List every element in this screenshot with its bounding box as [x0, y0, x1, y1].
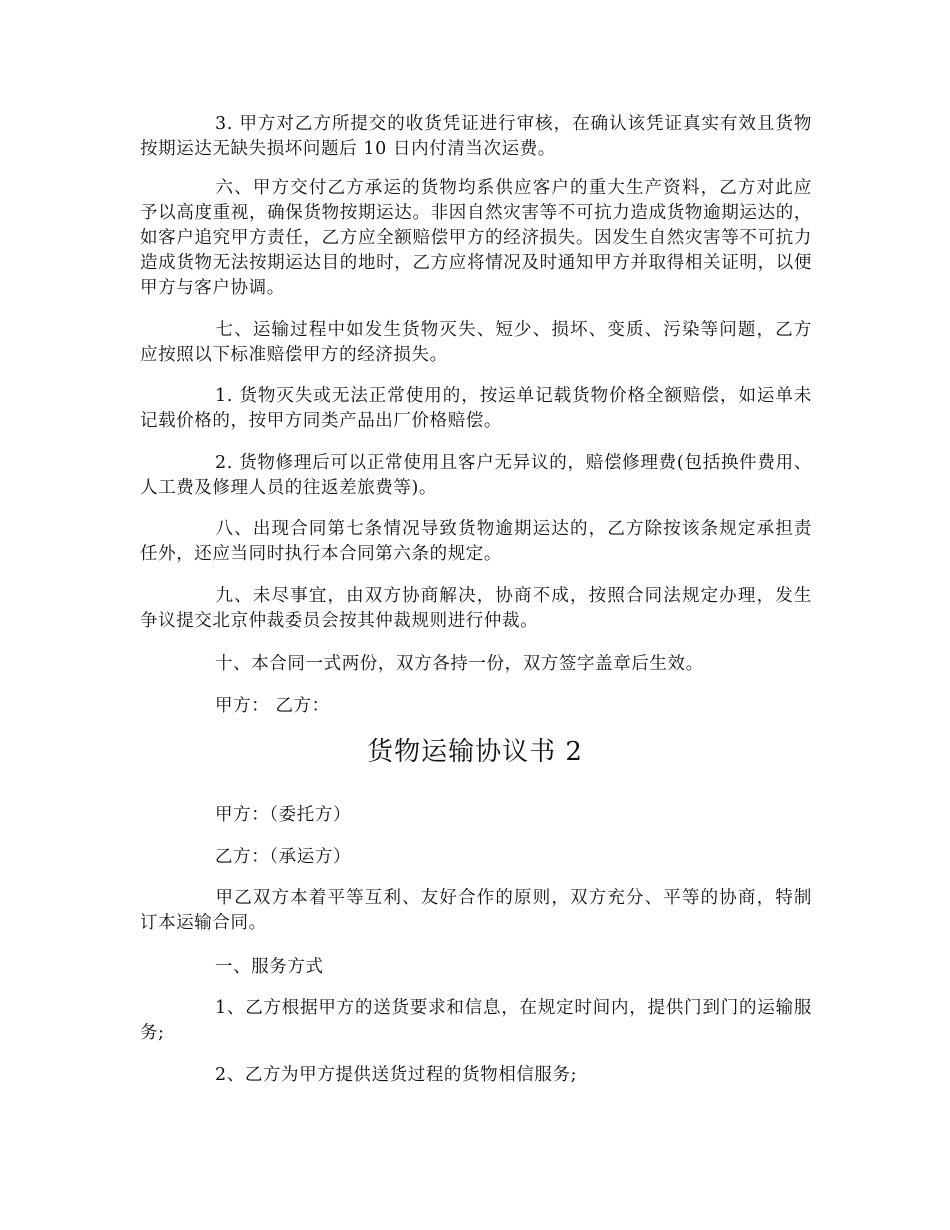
- paragraph-text: 甲方：（委托方）: [215, 805, 352, 825]
- party-a-line: [140, 803, 812, 828]
- party-b-line: [140, 845, 812, 870]
- paragraph-service-item-2: [140, 1063, 812, 1088]
- paragraph-text: 2. 货物修理后可以正常使用且客户无异议的，赔偿修理费(包括换件费用、人工费及修理人员的往返差旅费等)。: [140, 453, 812, 498]
- paragraph-article-7-item-1: [140, 384, 812, 434]
- paragraph-text: 一、服务方式: [215, 957, 324, 977]
- paragraph-text: 2、乙方为甲方提供送货过程的货物相信服务;: [215, 1065, 578, 1085]
- paragraph-article-6: [140, 176, 812, 301]
- section-heading-service: [140, 955, 812, 980]
- paragraph-text: 六、甲方交付乙方承运的货物均系供应客户的重大生产资料，乙方对此应予以高度重视，确保货物按期运达。非因自然灾害等不可抗力造成货物逾期运达的，如客户追究甲方责任，乙方应全额赔偿甲方的经济损失。因发生自然灾害等不可抗力造成货物无法按期运达目的地时，乙方应将情况及时通知甲方并取得相关证明，以便甲方与客户协调。: [140, 178, 812, 298]
- paragraph-article-7-item-2: [140, 451, 812, 501]
- paragraph-article-7: [140, 318, 812, 368]
- paragraph-text: 3. 甲方对乙方所提交的收货凭证进行审核，在确认该凭证真实有效且货物按期运达无缺失损坏问题后 10 日内付清当次运费。: [140, 114, 812, 159]
- paragraph-payment-clause-3: [140, 112, 812, 162]
- document-title: 货物运输协议书 2: [367, 737, 583, 767]
- paragraph-article-10: [140, 652, 812, 677]
- paragraph-text: 七、运输过程中如发生货物灭失、短少、损坏、变质、污染等问题，乙方应按照以下标准赔偿甲方的经济损失。: [140, 320, 812, 365]
- paragraph-text: 甲方： 乙方：: [215, 696, 330, 716]
- paragraph-text: 八、出现合同第七条情况导致货物逾期运达的，乙方除按该条规定承担责任外，还应当同时执行本合同第六条的规定。: [140, 519, 812, 564]
- signature-line: [140, 694, 812, 719]
- paragraph-service-item-1: [140, 996, 812, 1046]
- paragraph-preamble: [140, 886, 812, 936]
- paragraph-text: 1、乙方根据甲方的送货要求和信息，在规定时间内，提供门到门的运输服务;: [140, 998, 812, 1043]
- paragraph-text: 1. 货物灭失或无法正常使用的，按运单记载货物价格全额赔偿，如运单未记载价格的，按甲方同类产品出厂价格赔偿。: [140, 386, 812, 431]
- paragraph-text: 九、未尽事宜，由双方协商解决，协商不成，按照合同法规定办理，发生争议提交北京仲裁委员会按其仲裁规则进行仲裁。: [140, 586, 812, 631]
- paragraph-article-9: [140, 584, 812, 634]
- paragraph-text: 乙方：（承运方）: [215, 847, 352, 867]
- paragraph-article-8: [140, 517, 812, 567]
- paragraph-text: 十、本合同一式两份，双方各持一份，双方签字盖章后生效。: [215, 654, 704, 674]
- paragraph-text: 甲乙双方本着平等互利、友好合作的原则，双方充分、平等的协商，特制订本运输合同。: [140, 888, 812, 933]
